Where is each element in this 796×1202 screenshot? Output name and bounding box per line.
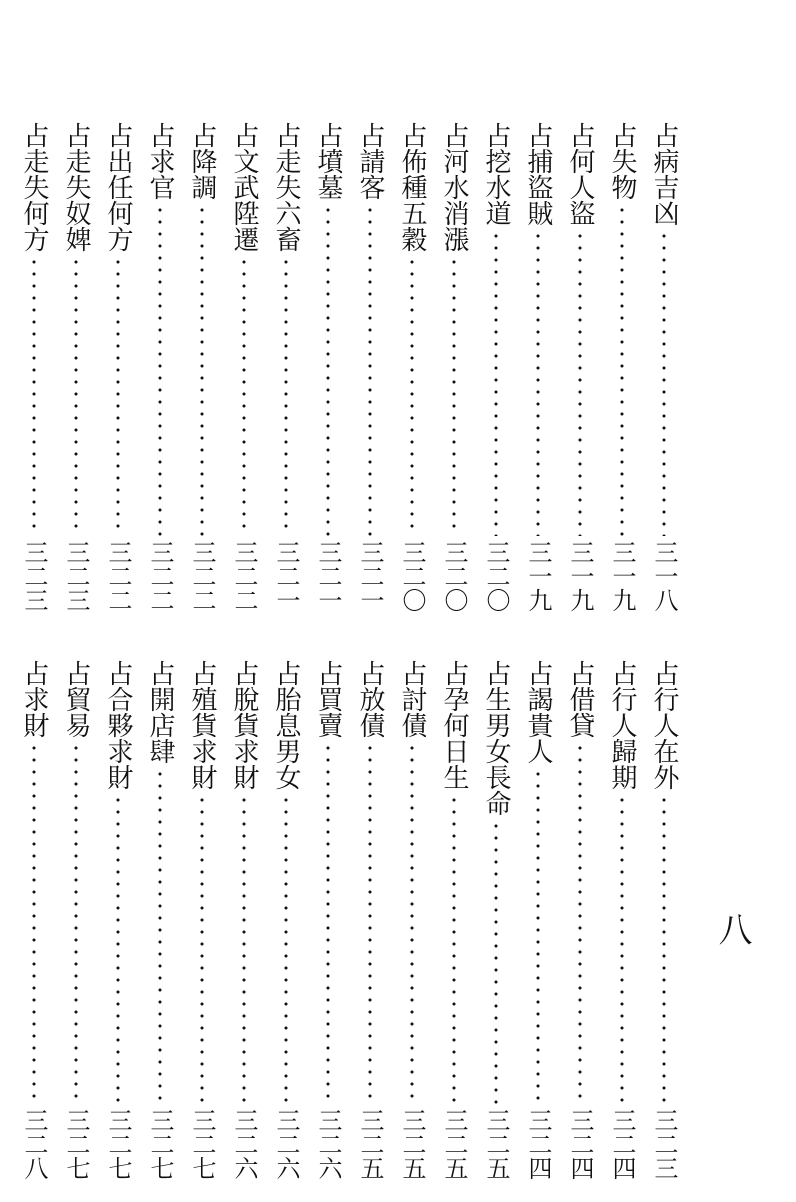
toc-entry — [394, 660, 430, 1180]
dot-leader — [662, 794, 666, 1104]
dot-leader — [578, 230, 582, 536]
entry-page-number: 三二四 — [608, 1108, 636, 1180]
entry-page-number: 三二三 — [20, 540, 48, 612]
entry-page-number: 三二二 — [104, 540, 132, 612]
dot-leader — [116, 256, 120, 536]
entry-title: 占行人歸期 — [607, 660, 637, 790]
dot-leader — [410, 742, 414, 1104]
dot-leader — [32, 742, 36, 1104]
entry-page-number: 三一八 — [650, 540, 678, 612]
entry-title: 占求財 — [19, 660, 49, 738]
dot-leader — [326, 204, 330, 536]
entry-title: 占買賣 — [313, 660, 343, 738]
dot-leader — [284, 256, 288, 536]
toc-entry — [310, 122, 346, 612]
entry-page-number: 三二五 — [440, 1108, 468, 1180]
entry-page-number: 三二五 — [482, 1108, 510, 1180]
dot-leader — [326, 742, 330, 1104]
entry-title: 占生男女長命 — [481, 660, 511, 816]
toc-entry — [562, 660, 598, 1180]
dot-leader — [536, 230, 540, 536]
toc-entry — [604, 122, 640, 612]
dot-leader — [452, 794, 456, 1104]
entry-page-number: 三一九 — [566, 540, 594, 612]
dot-leader — [452, 256, 456, 536]
entry-title: 占借貸 — [565, 660, 595, 738]
toc-entry — [16, 660, 52, 1180]
entry-page-number: 三二八 — [20, 1108, 48, 1180]
entry-title: 占失物 — [607, 122, 637, 200]
toc-entry — [142, 660, 178, 1180]
toc-entry — [478, 660, 514, 1180]
entry-page-number: 三二二 — [188, 540, 216, 612]
dot-leader — [74, 742, 78, 1104]
entry-title: 占開店肆 — [145, 660, 175, 764]
entry-page-number: 三二六 — [230, 1108, 258, 1180]
toc-entry — [226, 122, 262, 612]
toc-entry — [268, 122, 304, 612]
toc-entry — [604, 660, 640, 1180]
toc-entry — [520, 122, 556, 612]
entry-page-number: 三二三 — [62, 540, 90, 612]
dot-leader — [200, 204, 204, 536]
entry-title: 占請客 — [355, 122, 385, 200]
toc-entry — [58, 660, 94, 1180]
entry-title: 占討債 — [397, 660, 427, 738]
toc-entry — [352, 660, 388, 1180]
entry-page-number: 三二六 — [314, 1108, 342, 1180]
entry-title: 占挖水道 — [481, 122, 511, 226]
dot-leader — [494, 820, 498, 1104]
entry-title: 占何人盜 — [565, 122, 595, 226]
dot-leader — [620, 204, 624, 536]
entry-title: 占走失奴婢 — [61, 122, 91, 252]
entry-page-number: 三二三 — [650, 1108, 678, 1180]
dot-leader — [200, 794, 204, 1104]
dot-leader — [158, 204, 162, 536]
dot-leader — [620, 794, 624, 1104]
entry-page-number: 三二六 — [272, 1108, 300, 1180]
dot-leader — [536, 768, 540, 1104]
dot-leader — [368, 742, 372, 1104]
entry-title: 占河水消漲 — [439, 122, 469, 252]
entry-title: 占病吉凶 — [649, 122, 679, 226]
entry-title: 占胎息男女 — [271, 660, 301, 790]
entry-title: 占孕何日生 — [439, 660, 469, 790]
toc-entry — [226, 660, 262, 1180]
dot-leader — [284, 794, 288, 1104]
toc-entry — [310, 660, 346, 1180]
entry-page-number: 三二七 — [146, 1108, 174, 1180]
dot-leader — [662, 230, 666, 536]
entry-title: 占合夥求財 — [103, 660, 133, 790]
entry-title: 占走失何方 — [19, 122, 49, 252]
toc-entry — [184, 122, 220, 612]
toc-upper-section — [0, 122, 796, 612]
toc-lower-section — [0, 660, 796, 1180]
dot-leader — [32, 256, 36, 536]
entry-title: 占出任何方 — [103, 122, 133, 252]
dot-leader — [494, 230, 498, 536]
toc-entry — [562, 122, 598, 612]
dot-leader — [242, 794, 246, 1104]
folio-number: 八 — [712, 912, 752, 946]
entry-page-number: 三二二 — [230, 540, 258, 612]
entry-page-number: 三二二 — [146, 540, 174, 612]
entry-title: 占貿易 — [61, 660, 91, 738]
entry-title: 占降調 — [187, 122, 217, 200]
toc-entry — [520, 660, 556, 1180]
toc-entry — [184, 660, 220, 1180]
entry-page-number: 三二七 — [188, 1108, 216, 1180]
entry-page-number: 三二〇 — [440, 540, 468, 612]
entry-page-number: 三二一 — [356, 540, 384, 612]
toc-entry — [352, 122, 388, 612]
toc-entry — [100, 660, 136, 1180]
entry-page-number: 三二四 — [524, 1108, 552, 1180]
entry-title: 占墳墓 — [313, 122, 343, 200]
entry-page-number: 三二五 — [398, 1108, 426, 1180]
entry-page-number: 三二五 — [356, 1108, 384, 1180]
toc-entry — [100, 122, 136, 612]
toc-entry — [394, 122, 430, 612]
toc-entry — [268, 660, 304, 1180]
dot-leader — [578, 742, 582, 1104]
entry-page-number: 三二〇 — [482, 540, 510, 612]
entry-page-number: 三二七 — [104, 1108, 132, 1180]
dot-leader — [368, 204, 372, 536]
entry-page-number: 三二〇 — [398, 540, 426, 612]
toc-entry — [58, 122, 94, 612]
entry-page-number: 三二一 — [272, 540, 300, 612]
entry-title: 占謁貴人 — [523, 660, 553, 764]
entry-title: 占文武陞遷 — [229, 122, 259, 252]
entry-title: 占行人在外 — [649, 660, 679, 790]
toc-entry — [646, 122, 682, 612]
dot-leader — [116, 794, 120, 1104]
entry-title: 占佈種五穀 — [397, 122, 427, 252]
entry-title: 占殖貨求財 — [187, 660, 217, 790]
entry-title: 占走失六畜 — [271, 122, 301, 252]
entry-title: 占脫貨求財 — [229, 660, 259, 790]
dot-leader — [410, 256, 414, 536]
entry-page-number: 三二四 — [566, 1108, 594, 1180]
toc-entry — [436, 122, 472, 612]
entry-page-number: 三一九 — [524, 540, 552, 612]
entry-title: 占放債 — [355, 660, 385, 738]
dot-leader — [242, 256, 246, 536]
dot-leader — [74, 256, 78, 536]
toc-entry — [142, 122, 178, 612]
entry-page-number: 三二七 — [62, 1108, 90, 1180]
entry-title: 占求官 — [145, 122, 175, 200]
toc-entry — [16, 122, 52, 612]
toc-entry — [436, 660, 472, 1180]
toc-entry — [646, 660, 682, 1180]
entry-title: 占捕盜賊 — [523, 122, 553, 226]
entry-page-number: 三二一 — [314, 540, 342, 612]
toc-entry — [478, 122, 514, 612]
entry-page-number: 三一九 — [608, 540, 636, 612]
dot-leader — [158, 768, 162, 1104]
